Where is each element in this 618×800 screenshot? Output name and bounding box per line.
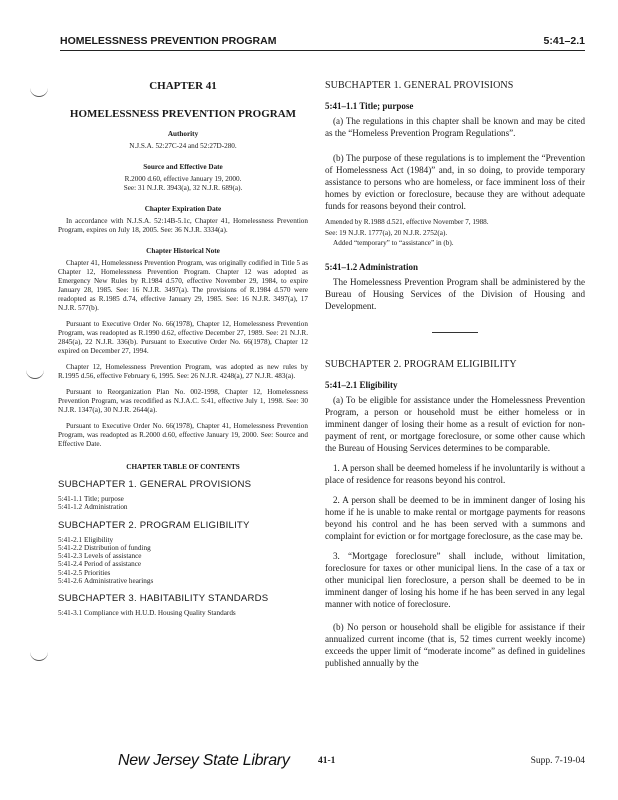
toc-section-label: Priorities	[84, 568, 111, 577]
section-heading: 5:41–2.1 Eligibility	[325, 379, 398, 390]
historical-note-paragraph: Chapter 12, Homelessness Prevention Program, was adopted as new rules by R.1995 d.56, effective February 6, 1995. See: 26 N.J.R. 4248(a), 27 N.J.R. 483(a).	[58, 363, 308, 380]
toc-section-number: 5:41-2.1	[58, 535, 83, 544]
authority-text: N.J.S.A. 52:27C-24 and 52:27D-280.	[129, 142, 237, 150]
toc-section-label: Title; purpose	[84, 495, 124, 503]
toc-row[interactable]	[58, 503, 308, 511]
source-heading: Source and Effective Date	[143, 163, 223, 171]
toc-row[interactable]	[58, 552, 308, 560]
margin-mark	[26, 370, 44, 379]
toc-section-number: 5:41-2.5	[58, 568, 83, 577]
header-section-number: 5:41–2.1	[543, 35, 585, 47]
section-paragraph: 3. “Mortgage foreclosure” shall include, without limitation, foreclosure for taxes or other municipal liens. In the case of a tax or other municipal lien foreclosure, a person shall be deemed to be in imminent danger of losing his home if he has been served in any legal manner with notice of foreclosure.	[325, 550, 585, 609]
expiration-heading: Chapter Expiration Date	[144, 205, 222, 213]
toc-section-label: Administrative hearings	[84, 577, 154, 586]
chapter-title: HOMELESSNESS PREVENTION PROGRAM	[69, 108, 297, 120]
toc-row[interactable]	[58, 544, 308, 552]
historical-note-paragraph: Pursuant to Executive Order No. 66(1978), Chapter 41, Homelessness Prevention Program, was readopted as R.2000 d.60, effective January 19, 2000. See: Source and Effective Date.	[58, 422, 308, 448]
toc-row[interactable]	[58, 495, 308, 503]
historical-note-paragraph: Pursuant to Reorganization Plan No. 002-1998, Chapter 12, Homelessness Prevention Program, was recodified as N.J.A.C. 5:41, effective July 1, 1998. See: 30 N.J.R. 1347(a), 30 N.J.R. 2644(a).	[58, 388, 308, 414]
toc-section-number: 5:41-2.3	[58, 552, 83, 561]
toc-section-number: 5:41-2.4	[58, 560, 83, 569]
margin-mark	[30, 88, 48, 97]
chapter-number: CHAPTER 41	[149, 80, 217, 92]
toc-section-number: 5:41-1.2	[58, 503, 83, 512]
page-footer	[0, 752, 618, 772]
toc-row[interactable]	[58, 569, 308, 577]
toc-subchapter-heading: SUBCHAPTER 1. GENERAL PROVISIONS	[58, 479, 252, 490]
toc-section-label: Distribution of funding	[84, 543, 151, 552]
section-paragraph: The Homelessness Prevention Program shall be administered by the Bureau of Housing Services of the Division of Housing and Development.	[325, 276, 585, 311]
toc-section-label: Period of assistance	[84, 560, 142, 569]
toc-group	[58, 479, 308, 512]
section-paragraph: (b) No person or household shall be eligible for assistance if their annualized current income (that is, 52 times current weekly income) exceeds the upper limit of “moderate income” as defined in guidelines published annually by the	[325, 621, 585, 668]
source-line: R.2000 d.60, effective January 19, 2000.	[124, 175, 242, 183]
expiration-text: In accordance with N.J.S.A. 52:14B-5.1c, Chapter 41, Homelessness Prevention Program, expires on July 18, 2005. See: 36 N.J.R. 3334(a).	[58, 217, 308, 234]
toc-title: CHAPTER TABLE OF CONTENTS	[126, 463, 240, 471]
toc-section-number: 5:41-3.1	[58, 609, 83, 618]
source-line: See: 31 N.J.R. 3943(a), 32 N.J.R. 689(a).	[123, 184, 243, 192]
toc-row[interactable]	[58, 609, 308, 617]
authority-heading: Authority	[167, 130, 199, 138]
toc-section-number: 5:41-1.1	[58, 495, 83, 503]
toc-section-number: 5:41-2.2	[58, 543, 83, 552]
right-column	[325, 80, 585, 674]
toc-row[interactable]	[58, 536, 308, 544]
running-header	[60, 34, 585, 51]
amendment-note: See: 19 N.J.R. 1777(a), 20 N.J.R. 2752(a).	[325, 228, 448, 237]
historical-note-paragraph: Pursuant to Executive Order No. 66(1978), Chapter 12, Homelessness Prevention Program, was readopted as R.1990 d.62, effective December 27, 1989. See: 21 N.J.R. 2845(a), 22 N.J.R. 336(b). Pursuant to Executive Order No. 66(1978), Chapter 12 expired on December 27, 1994.	[58, 320, 308, 355]
historical-note-paragraph: Chapter 41, Homelessness Prevention Program, was originally codified in Title 5 as Chapter 12, Homelessness Prevention Program. Chapter 12 was adopted as Emergency New Rules by R.1984 d.570, effective November 29, 1984, to expire January 28, 1985. See: 16 N.J.R. 3497(a). The provisions of R.1984 d.570 were readopted as R.1985 d.74, effective January 29, 1985. See: 16 N.J.R. 3497(a), 17 N.J.R. 577(b).	[58, 259, 308, 312]
toc-section-label: Levels of assistance	[84, 552, 142, 561]
section-paragraph: (b) The purpose of these regulations is to implement the “Prevention of Homelessness Act (1984)” and, in so doing, to provide temporary assistance to persons who are homeless, or face imminent loss of their homes by eviction or foreclosure, because they are without adequate funds for reasons beyond their control.	[325, 153, 585, 211]
toc-group	[58, 593, 308, 617]
subchapter-heading: SUBCHAPTER 1. GENERAL PROVISIONS	[325, 80, 514, 91]
toc-section-number: 5:41-2.6	[58, 577, 83, 586]
toc-row[interactable]	[58, 560, 308, 568]
section-divider	[432, 332, 478, 333]
margin-mark	[30, 652, 48, 661]
supplement-date: Supp. 7-19-04	[530, 756, 585, 766]
toc-subchapter-heading: SUBCHAPTER 3. HABITABILITY STANDARDS	[58, 593, 269, 605]
toc-section-label: Eligibility	[84, 535, 114, 544]
toc-subchapter-heading: SUBCHAPTER 2. PROGRAM ELIGIBILITY	[58, 519, 250, 531]
page-number: 41-1	[318, 756, 336, 766]
toc-group	[58, 520, 308, 586]
subchapter-heading: SUBCHAPTER 2. PROGRAM ELIGIBILITY	[325, 358, 517, 370]
amendment-note: Amended by R.1988 d.521, effective November 7, 1988.	[325, 218, 489, 226]
section-heading: 5:41–1.2 Administration	[325, 261, 419, 272]
toc-section-label: Compliance with H.U.D. Housing Quality Standards	[84, 609, 236, 618]
header-title: HOMELESSNESS PREVENTION PROGRAM	[60, 35, 277, 47]
toc-section-label: Administration	[84, 503, 128, 512]
library-stamp: New Jersey State Library	[118, 752, 290, 769]
section-paragraph: (a) To be eligible for assistance under the Homelessness Prevention Program, a person or household must be either homeless or in imminent danger of losing their home as a result of eviction for non-payment of rent, or mortgage foreclosure, or some other cause which the Bureau of Housing Services determines to be comparable.	[325, 394, 585, 453]
section-paragraph: (a) The regulations in this chapter shall be known and may be cited as the “Homeless Prevention Program Regulations”.	[325, 116, 585, 138]
section-paragraph: 1. A person shall be deemed homeless if he involuntarily is without a place of residence for reasons beyond his control.	[325, 462, 585, 485]
historical-note-heading: Chapter Historical Note	[146, 247, 220, 255]
section-paragraph: 2. A person shall be deemed to be in imminent danger of losing his home if he is unable to make rental or mortgage payments for reasons beyond his control and he has been served with a summons and complaint for eviction or for mortgage foreclosure, as the case may be.	[325, 494, 585, 541]
toc-row[interactable]	[58, 577, 308, 585]
section-heading: 5:41–1.1 Title; purpose	[325, 101, 414, 111]
amendment-note: Added “temporary” to “assistance” in (b).	[333, 239, 454, 247]
left-column	[58, 80, 308, 618]
